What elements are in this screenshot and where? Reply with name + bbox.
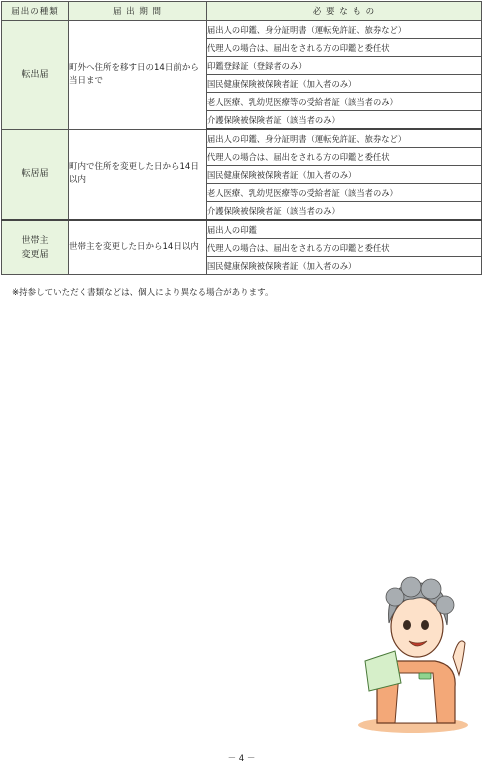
table-header-row [2,2,482,21]
note-text: ※持参していただく書類などは、個人により異なる場合があります。 [12,288,274,298]
page-number: － 4 － [227,754,256,764]
period-cell-relocation: 町内で住所を変更した日から14日以内 [69,129,207,220]
type-cell-relocation: 転居届 [2,129,69,220]
clerk-illustration [355,565,475,735]
header-type: 届出の種類 [2,2,69,21]
item-cell: 届出人の印鑑、身分証明書（運転免許証、旅券など） [207,129,482,148]
item-cell: 代理人の場合は、届出をされる方の印鑑と委任状 [207,239,482,257]
item-cell: 老人医療、乳幼児医療等の受給者証（該当者のみ） [207,93,482,111]
item-cell: 介護保険被保険者証（該当者のみ） [207,111,482,130]
table-row [2,21,482,39]
item-cell: 印鑑登録証（登録者のみ） [207,57,482,75]
type-line-1: 世帯主 [21,235,49,246]
table-row [2,220,482,239]
item-cell: 国民健康保険被保険者証（加入者のみ） [207,75,482,93]
item-cell: 国民健康保険被保険者証（加入者のみ） [207,166,482,184]
item-cell: 届出人の印鑑 [207,220,482,239]
item-cell: 届出人の印鑑、身分証明書（運転免許証、旅券など） [207,21,482,39]
type-cell-householder-change [2,220,69,275]
item-cell: 国民健康保険被保険者証（加入者のみ） [207,257,482,275]
type-cell-moving-out: 転出届 [2,21,69,130]
item-cell: 代理人の場合は、届出をされる方の印鑑と委任状 [207,148,482,166]
item-cell: 老人医療、乳幼児医療等の受給者証（該当者のみ） [207,184,482,202]
table-row [2,129,482,148]
type-line-2: 変更届 [21,249,49,260]
required-documents-table [1,1,482,275]
period-cell-householder-change: 世帯主を変更した日から14日以内 [69,220,207,275]
header-period: 届 出 期 間 [69,2,207,21]
period-cell-moving-out: 町外へ住所を移す日の14日前から当日まで [69,21,207,130]
header-items: 必 要 な も の [207,2,482,21]
item-cell: 介護保険被保険者証（該当者のみ） [207,202,482,221]
item-cell: 代理人の場合は、届出をされる方の印鑑と委任状 [207,39,482,57]
